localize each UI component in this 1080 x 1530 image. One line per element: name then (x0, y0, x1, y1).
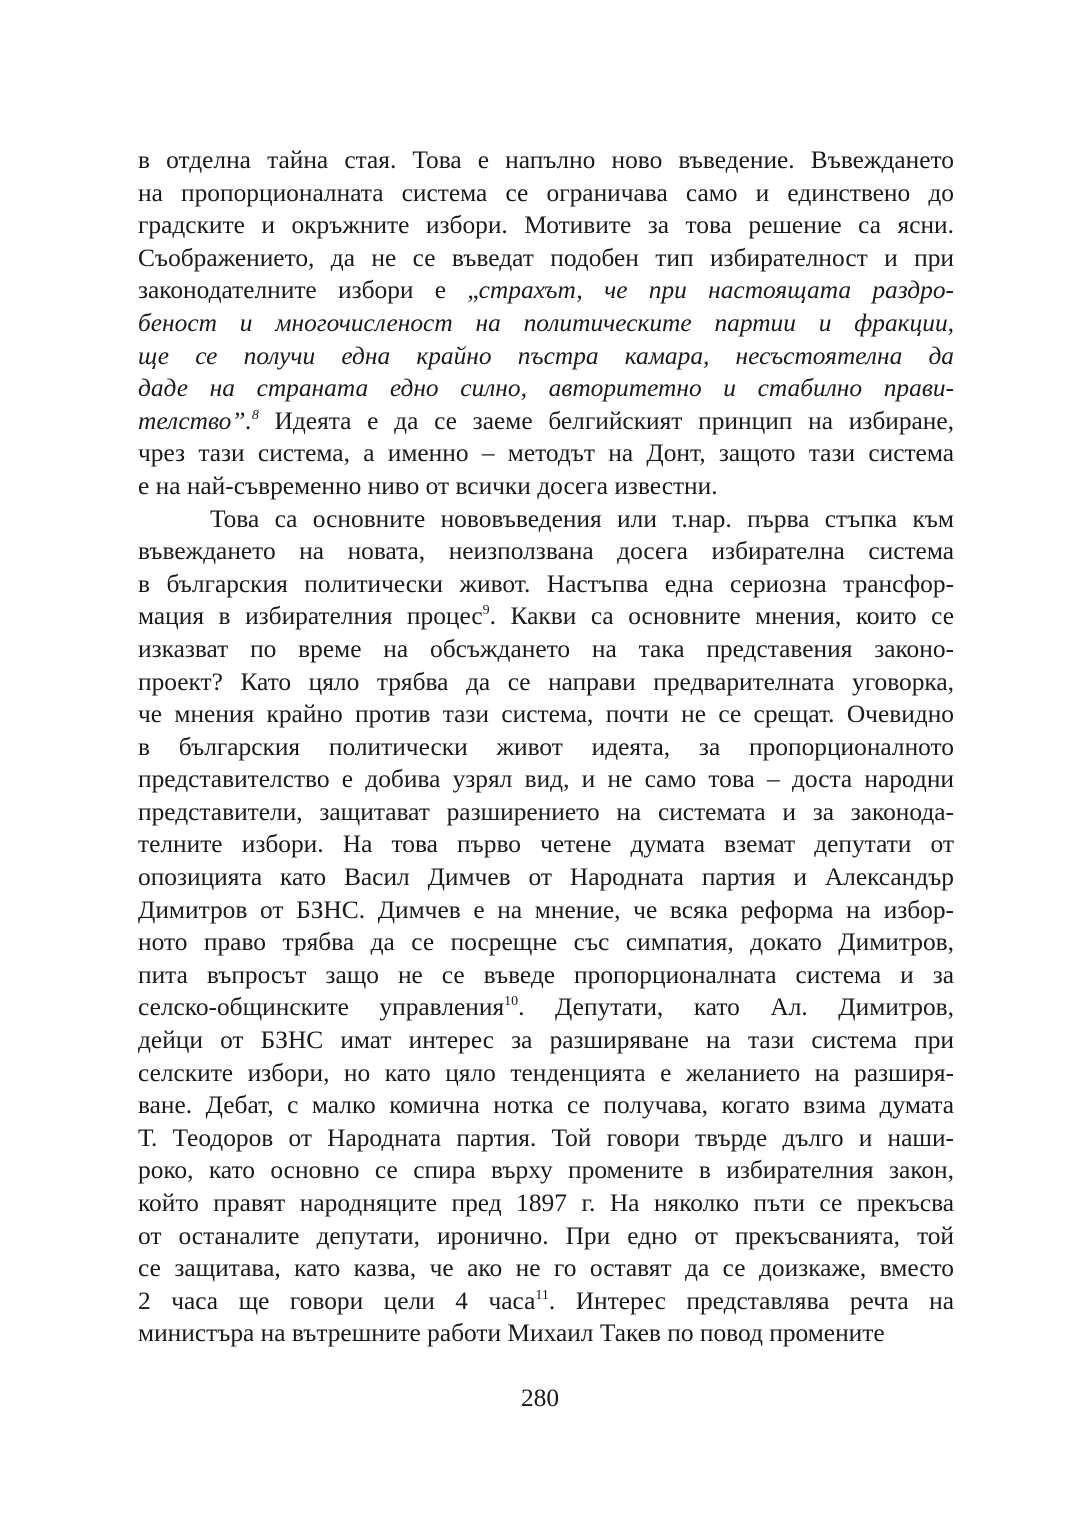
italic-quote-text: телство”. (138, 406, 252, 435)
text-line (138, 600, 954, 633)
text-segment: законодателните избори е „ (138, 276, 479, 305)
text-line (138, 861, 954, 894)
text-line (138, 1252, 954, 1285)
text-segment: . Какви са основните мнения, които се (489, 602, 954, 631)
text-line (138, 666, 954, 699)
text-segment: се защитава, като казва, че ако не го оставят да се доизкаже, вместо (138, 1254, 954, 1283)
text-segment: 2 часа ще говори цели 4 часа (138, 1286, 536, 1315)
text-segment: Т. Теодоров от Народната партия. Той говори твърде дълго и наши- (138, 1123, 954, 1152)
text-segment: на пропорционалната система се ограничава само и единствено до (138, 178, 954, 207)
text-segment: в българския политически живот. Настъпва една сериозна трансфор- (138, 569, 954, 598)
text-line (138, 828, 954, 861)
text-segment: . Депутати, като Ал. Димитров, (518, 993, 954, 1022)
text-line (138, 1220, 954, 1253)
body-text (138, 144, 954, 1350)
paragraph (138, 144, 954, 503)
text-line (138, 503, 954, 536)
text-segment: в българския политически живот идеята, за пропорционалното (138, 732, 954, 761)
text-line (138, 535, 954, 568)
text-line (138, 796, 954, 829)
text-segment: проект? Като цяло трябва да се направи предварителната уговорка, (138, 667, 954, 696)
text-line (138, 307, 954, 340)
text-segment: пита въпросът защо не се въведе пропорционалната система и за (138, 960, 954, 989)
footnote-marker: 10 (504, 994, 519, 1010)
italic-quote-text: страхът, че при настоящата раздро- (478, 276, 954, 305)
text-line (138, 894, 954, 927)
text-segment: изказват по време на обсъждането на така представения законо- (138, 634, 954, 663)
italic-quote-text: ще се получи една крайно пъстра камара, несъстоятелна да (138, 341, 954, 370)
text-line (138, 437, 954, 470)
text-line (138, 177, 954, 210)
text-segment: представители, защитават разширението на системата и за законода- (138, 797, 954, 826)
page-number: 280 (520, 1384, 560, 1412)
text-line (138, 1122, 954, 1155)
text-segment: селските избори, но като цяло тенденцията е желанието на разширя- (138, 1058, 954, 1087)
text-segment: опозицията като Васил Димчев от Народната партия и Александър (138, 863, 954, 892)
text-line (138, 209, 954, 242)
text-line (138, 926, 954, 959)
italic-quote-text: беност и многочисленост на политическите партии и фракции, (138, 308, 954, 337)
text-line (138, 1154, 954, 1187)
footnote-marker: 9 (482, 603, 490, 619)
text-line (138, 698, 954, 731)
text-line (138, 731, 954, 764)
text-segment: е на най-съвременно ниво от всички досега известни. (138, 471, 718, 500)
text-segment: Димитров от БЗНС. Димчев е на мнение, че всяка реформа на избор- (138, 895, 954, 924)
text-line (138, 1317, 954, 1350)
text-segment: Съображението, да не се въведат подобен тип избирателност и при (138, 243, 954, 272)
text-line (138, 1089, 954, 1122)
text-segment: министъра на вътрешните работи Михаил Такев по повод промените (138, 1319, 885, 1348)
text-segment: телните избори. На това първо четене думата вземат депутати от (138, 830, 954, 859)
text-line (138, 959, 954, 992)
text-segment: в отделна тайна стая. Това е напълно ново въведение. Въвеждането (138, 146, 954, 174)
text-line (138, 633, 954, 666)
text-line (138, 1187, 954, 1220)
text-line (138, 470, 954, 503)
italic-quote-text: даде на страната едно силно, авторитетно и стабилно прави- (138, 374, 954, 403)
text-segment: градските и окръжните избори. Мотивите за това решение са ясни. (138, 211, 954, 240)
paragraph (138, 503, 954, 1350)
footnote-marker: 11 (535, 1287, 549, 1303)
text-segment: роко, като основно се спира върху промените в избирателния закон, (138, 1156, 954, 1185)
text-segment: . Интерес представлява речта на (548, 1286, 954, 1315)
text-segment: дейци от БЗНС имат интерес за разширяване на тази система при (138, 1026, 954, 1055)
text-segment: от останалите депутати, иронично. При едно от прекъсванията, той (138, 1221, 954, 1250)
text-line (138, 1057, 954, 1090)
text-segment: ване. Дебат, с малко комична нотка се получава, когато взима думата (138, 1091, 954, 1120)
text-segment: че мнения крайно против тази система, почти не се срещат. Очевидно (138, 700, 954, 729)
text-segment: който правят народняците пред 1897 г. На няколко пъти се прекъсва (138, 1189, 954, 1217)
text-segment: Идеята е да се заеме белгийският принцип на избиране, (258, 406, 954, 435)
text-line (138, 568, 954, 601)
text-line (138, 405, 954, 438)
text-line (138, 991, 954, 1024)
text-line (138, 372, 954, 405)
text-segment: ното право трябва да се посрещне със симпатия, докато Димитров, (138, 928, 954, 957)
text-line (138, 340, 954, 373)
text-segment: Това са основните нововъведения или т.нар. първа стъпка към (210, 504, 954, 533)
text-line (138, 242, 954, 275)
footnote-marker: 8 (251, 407, 259, 423)
text-segment: въвеждането на новата, неизползвана досега избирателна система (138, 537, 954, 566)
text-line (138, 1285, 954, 1318)
text-line (138, 763, 954, 796)
text-line (138, 144, 954, 177)
text-segment: мация в избирателния процес (138, 602, 483, 631)
text-line (138, 274, 954, 307)
text-line (138, 1024, 954, 1057)
text-segment: представителство е добива узрял вид, и не само това – доста народни (138, 765, 954, 794)
text-segment: селско-общинските управления (138, 993, 505, 1022)
text-segment: чрез тази система, а именно – методът на Донт, защото тази система (138, 439, 954, 468)
